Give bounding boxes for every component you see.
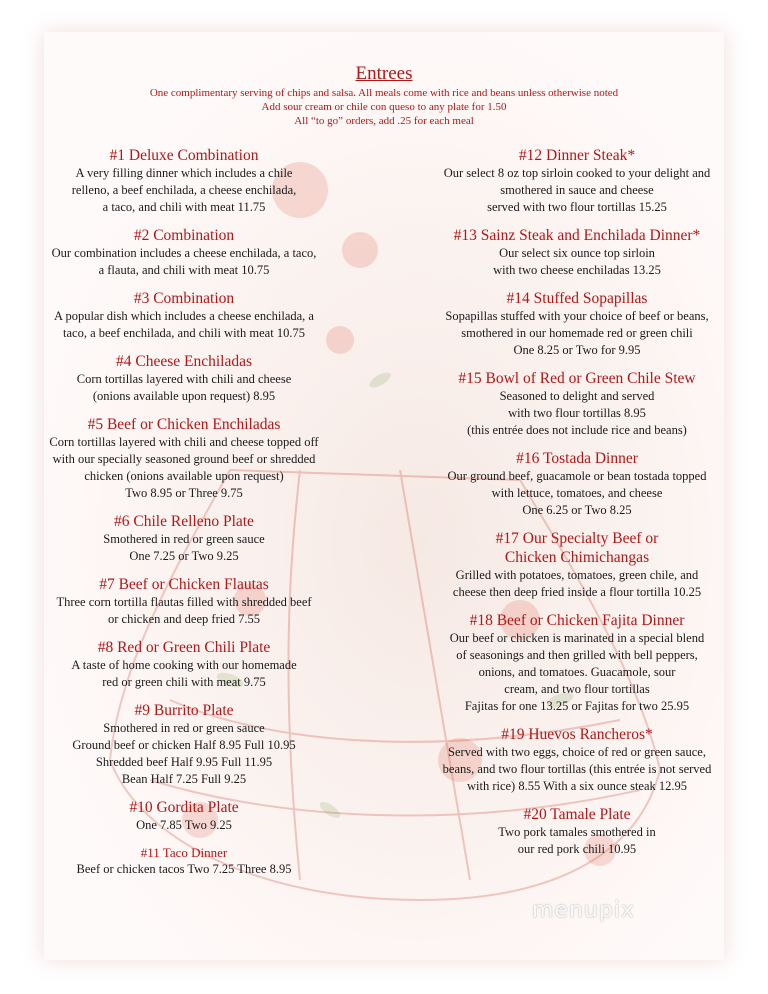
menu-column-right [402,146,752,866]
menu-item-title: #14 Stuffed Sopapillas [506,290,648,307]
menu-item [4,146,364,216]
menu-item-title: #12 Dinner Steak* [518,147,636,164]
menu-item [402,529,752,601]
menu-item-desc: A very filling dinner which includes a chile relleno, a beef enchilada, a cheese enchilada, a taco, and chili with meat 11.75 [71,166,297,214]
menu-item-title: #6 Chile Relleno Plate [114,513,254,530]
menu-item-desc: Our select six ounce top sirloin with two cheese enchiladas 13.25 [493,246,661,277]
menu-item-title: #3 Combination [133,290,235,307]
menu-item [402,725,752,795]
menu-item-desc: One 7.85 Two 9.25 [136,818,232,832]
menu-item-title: #9 Burrito Plate [134,702,234,719]
menu-item [4,289,364,342]
menu-item-title: #7 Beef or Chicken Flautas [99,576,269,593]
menu-item-desc: Served with two eggs, choice of red or green sauce, beans, and two flour tortillas (this entrée is not served with rice) 8.55 With a six ounce steak 12.95 [442,745,712,793]
menu-item-desc: Beef or chicken tacos Two 7.25 Three 8.95 [76,862,292,876]
menu-item-title: #2 Combination [133,227,235,244]
menu-item-title: #17 Our Specialty Beef or Chicken Chimichangas [495,530,659,566]
menu-item-desc: Corn tortillas layered with chili and cheese (onions available upon request) 8.95 [76,372,292,403]
menu-item-desc: Three corn tortilla flautas filled with shredded beef or chicken and deep fried 7.55 [56,595,312,626]
menu-item-desc: A taste of home cooking with our homemade red or green chili with meat 9.75 [71,658,297,689]
menu-item-title: #15 Bowl of Red or Green Chile Stew [458,370,696,387]
menu-item-title: #8 Red or Green Chili Plate [97,639,271,656]
menu-item-desc: Our ground beef, guacamole or bean tostada topped with lettuce, tomatoes, and cheese One 6.25 or Two 8.25 [447,469,707,517]
menu-item-desc: Smothered in red or green sauce Ground beef or chicken Half 8.95 Full 10.95 Shredded beef Half 9.95 Full 11.95 Bean Half 7.25 Full 9.25 [72,721,296,786]
menu-item [402,611,752,715]
menu-item-desc: Our beef or chicken is marinated in a special blend of seasonings and then grilled with bell peppers, onions, and tomatoes. Guacamole, sour cream, and two flour tortillas Fajitas for one 13.25 or Fajitas for two 25.95 [449,631,705,713]
menu-item [4,798,364,834]
menu-item [402,226,752,279]
menu-item-desc: Grilled with potatoes, tomatoes, green chile, and cheese then deep fried inside a flour tortilla 10.25 [452,568,702,599]
menu-item [4,226,364,279]
menu-item [402,449,752,519]
menu-item-desc: Sopapillas stuffed with your choice of beef or beans, smothered in our homemade red or green chili One 8.25 or Two for 9.95 [445,309,709,357]
menu-item-title: #19 Huevos Rancheros* [501,726,653,743]
menu-item-title: #20 Tamale Plate [523,806,631,823]
menu-item [4,638,364,691]
menupix-watermark: menupix [532,898,635,923]
menu-item-title: #5 Beef or Chicken Enchiladas [87,416,281,433]
header-note: Add sour cream or chile con queso to any plate for 1.50 [261,101,507,113]
menu-item-desc: Corn tortillas layered with chili and cheese topped off with our specially seasoned ground beef or shredded chicken (onions available upon request) Two 8.95 or Three 9.75 [49,435,319,500]
menu-item-desc: Seasoned to delight and served with two flour tortillas 8.95 (this entrée does not include rice and beans) [467,389,687,437]
menu-item [4,844,364,878]
menu-header [0,64,768,128]
menu-item-title: #1 Deluxe Combination [109,147,259,164]
menu-item [4,575,364,628]
menu-item-title: #4 Cheese Enchiladas [115,353,252,370]
menu-item-title: #18 Beef or Chicken Fajita Dinner [469,612,685,629]
header-note: All “to go” orders, add .25 for each meal [294,115,474,127]
menu-item-title: #11 Taco Dinner [140,845,228,860]
menu-item-desc: Our select 8 oz top sirloin cooked to your delight and smothered in sauce and cheese served with two flour tortillas 15.25 [443,166,711,214]
menu-item-title: #13 Sainz Steak and Enchilada Dinner* [453,227,701,244]
menu-item [4,701,364,788]
menu-item [4,415,364,502]
menu-item-title: #10 Gordita Plate [129,799,239,816]
menu-item [402,289,752,359]
page-title: Entrees [355,63,413,84]
menu-item-title: #16 Tostada Dinner [516,450,638,467]
menu-item [402,369,752,439]
menu-item-desc: A popular dish which includes a cheese enchilada, a taco, a beef enchilada, and chili with meat 10.75 [54,309,314,340]
menu-item [4,512,364,565]
menu-item [4,352,364,405]
menu-item-desc: Smothered in red or green sauce One 7.25 or Two 9.25 [103,532,265,563]
menu-item-desc: Two pork tamales smothered in our red pork chili 10.95 [498,825,656,856]
menu-item-desc: Our combination includes a cheese enchilada, a taco, a flauta, and chili with meat 10.75 [51,246,317,277]
menu-column-left [4,146,364,886]
menu-item [402,146,752,216]
header-note: One complimentary serving of chips and salsa. All meals come with rice and beans unless otherwise noted [149,87,619,99]
menu-item [402,805,752,858]
